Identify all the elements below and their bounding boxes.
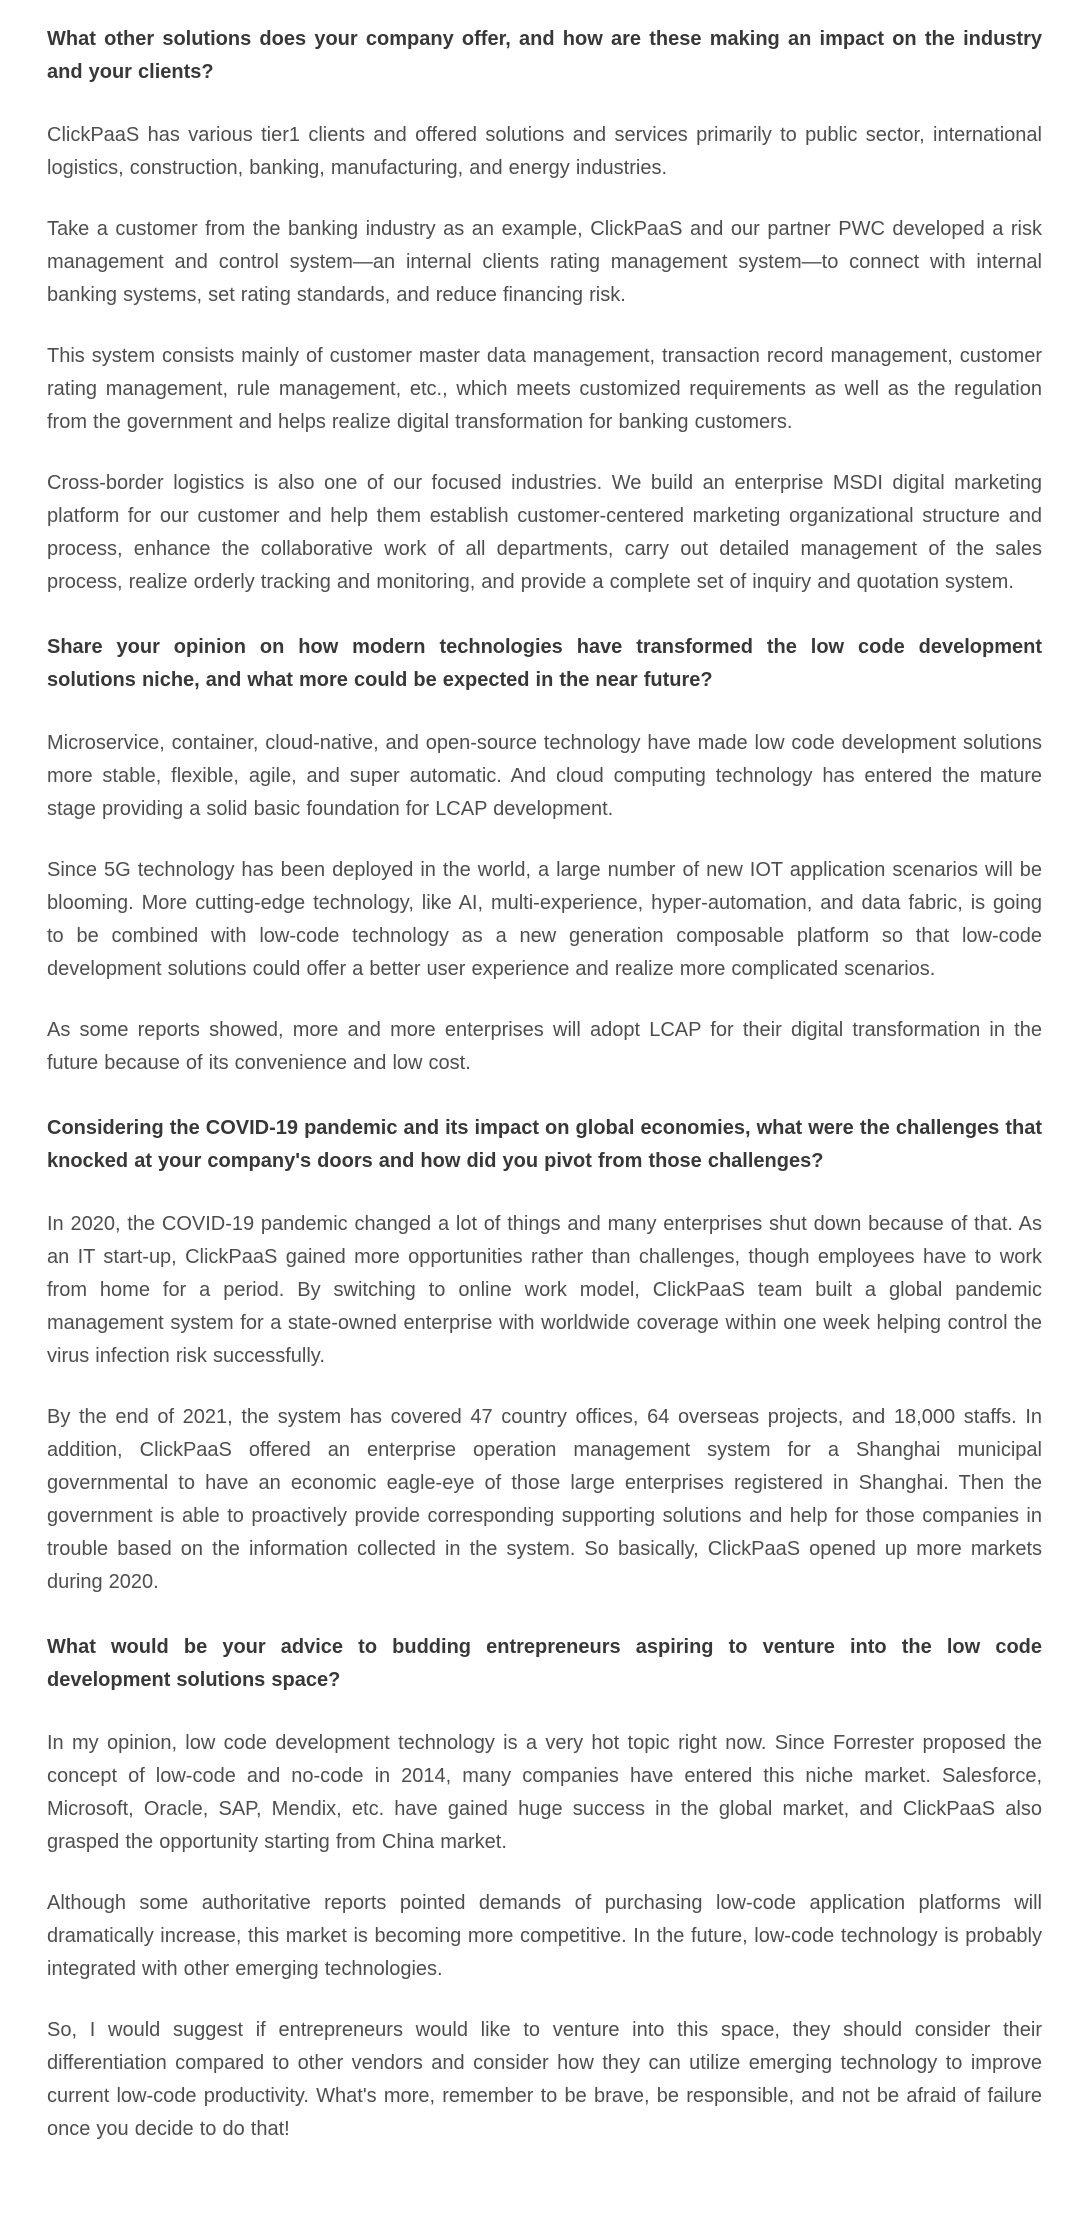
- question-heading: What other solutions does your company offer, and how are these making an impact on the industry and your clients?: [47, 28, 1042, 83]
- answer-paragraph: Since 5G technology has been deployed in the world, a large number of new IOT application scenarios will be blooming. More cutting-edge technology, like AI, multi-experience, hyper-automation, and data fabric, is going to be combined with low-code technology as a new generation composable platform so that low-code development solutions could offer a better user experience and realize more complicated scenarios.: [47, 859, 1042, 980]
- answer-paragraph: Although some authoritative reports pointed demands of purchasing low-code application platforms will dramatically increase, this market is becoming more competitive. In the future, low-code technology is probably integrated with other emerging technologies.: [47, 1892, 1042, 1980]
- answer-paragraph: This system consists mainly of customer master data management, transaction record management, customer rating management, rule management, etc., which meets customized requirements as well as the regulation from the government and helps realize digital transformation for banking customers.: [47, 345, 1042, 433]
- answer-paragraph: Cross-border logistics is also one of our focused industries. We build an enterprise MSDI digital marketing platform for our customer and help them establish customer-centered marketing organizational structure and process, enhance the collaborative work of all departments, carry out detailed management of the sales process, realize orderly tracking and monitoring, and provide a complete set of inquiry and quotation system.: [47, 472, 1042, 593]
- answer-paragraph: Microservice, container, cloud-native, and open-source technology have made low code development solutions more stable, flexible, agile, and super automatic. And cloud computing technology has entered the mature stage providing a solid basic foundation for LCAP development.: [47, 732, 1042, 820]
- answer-paragraph: ClickPaaS has various tier1 clients and offered solutions and services primarily to public sector, international logistics, construction, banking, manufacturing, and energy industries.: [47, 124, 1042, 179]
- question-heading: What would be your advice to budding entrepreneurs aspiring to venture into the low code development solutions space?: [47, 1636, 1042, 1691]
- answer-paragraph: By the end of 2021, the system has covered 47 country offices, 64 overseas projects, and 18,000 staffs. In addition, ClickPaaS offered an enterprise operation management system for a Shanghai municipal governmental to have an economic eagle-eye of those large enterprises registered in Shanghai. Then the government is able to proactively provide corresponding supporting solutions and help for those companies in trouble based on the information collected in the system. So basically, ClickPaaS opened up more markets during 2020.: [47, 1406, 1042, 1593]
- answer-paragraph: As some reports showed, more and more enterprises will adopt LCAP for their digital transformation in the future because of its convenience and low cost.: [47, 1019, 1042, 1074]
- answer-paragraph: In my opinion, low code development technology is a very hot topic right now. Since Forrester proposed the concept of low-code and no-code in 2014, many companies have entered this niche market. Salesforce, Microsoft, Oracle, SAP, Mendix, etc. have gained huge success in the global market, and ClickPaaS also grasped the opportunity starting from China market.: [47, 1732, 1042, 1853]
- answer-paragraph: So, I would suggest if entrepreneurs would like to venture into this space, they should consider their differentiation compared to other vendors and consider how they can utilize emerging technology to improve current low-code productivity. What's more, remember to be brave, be responsible, and not be afraid of failure once you decide to do that!: [47, 2019, 1042, 2140]
- answer-paragraph: In 2020, the COVID-19 pandemic changed a lot of things and many enterprises shut down because of that. As an IT start-up, ClickPaaS gained more opportunities rather than challenges, though employees have to work from home for a period. By switching to online work model, ClickPaaS team built a global pandemic management system for a state-owned enterprise with worldwide coverage within one week helping control the virus infection risk successfully.: [47, 1213, 1042, 1367]
- question-heading: Considering the COVID-19 pandemic and its impact on global economies, what were the challenges that knocked at your company's doors and how did you pivot from those challenges?: [47, 1117, 1042, 1172]
- answer-paragraph: Take a customer from the banking industry as an example, ClickPaaS and our partner PWC developed a risk management and control system—an internal clients rating management system—to connect with internal banking systems, set rating standards, and reduce financing risk.: [47, 218, 1042, 306]
- question-heading: Share your opinion on how modern technologies have transformed the low code development solutions niche, and what more could be expected in the near future?: [47, 636, 1042, 691]
